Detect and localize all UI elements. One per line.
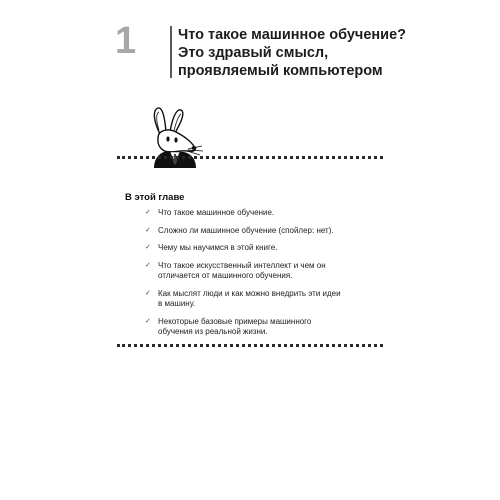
list-item-text: Сложно ли машинное обучение (спойлер: нет). xyxy=(158,225,334,235)
list-item xyxy=(145,226,375,237)
list-item-text: Чему мы научимся в этой книге. xyxy=(158,243,278,252)
list-item xyxy=(145,317,375,338)
dotted-divider-bottom xyxy=(117,344,383,347)
check-icon: ✓ xyxy=(145,261,151,269)
check-icon: ✓ xyxy=(145,226,151,234)
check-icon: ✓ xyxy=(145,244,151,251)
chapter-title-line: проявляемый компьютером xyxy=(178,63,383,79)
dotted-divider-top xyxy=(117,156,383,159)
list-item xyxy=(145,289,375,310)
list-item-text: Как мыслят люди и как можно внедрить эти идеи xyxy=(158,288,341,298)
chapter-title xyxy=(178,26,408,80)
chapter-title-line: Это здравый смысл, xyxy=(178,45,329,61)
list-item-text: Что такое машинное обучение. xyxy=(158,208,275,217)
list-item-text: Некоторые базовые примеры машинного xyxy=(158,316,312,326)
chapter-number: 1 xyxy=(115,20,137,62)
section-heading: В этой главе xyxy=(125,192,185,203)
list-item xyxy=(145,243,375,254)
chapter-title-line: Что такое машинное обучение? xyxy=(178,27,406,43)
list-item-text: в машину. xyxy=(158,299,196,308)
chapter-contents-list xyxy=(145,208,375,345)
check-icon: ✓ xyxy=(145,289,151,297)
list-item-text: Что такое искусственный интеллект и чем он xyxy=(158,260,326,270)
check-icon: ✓ xyxy=(145,317,151,325)
list-item xyxy=(145,208,375,219)
list-item xyxy=(145,261,375,282)
check-icon: ✓ xyxy=(145,209,151,216)
list-item-text: отличается от машинного обучения. xyxy=(158,271,293,280)
title-divider xyxy=(170,26,172,78)
list-item-text: обучения из реальной жизни. xyxy=(158,327,268,336)
